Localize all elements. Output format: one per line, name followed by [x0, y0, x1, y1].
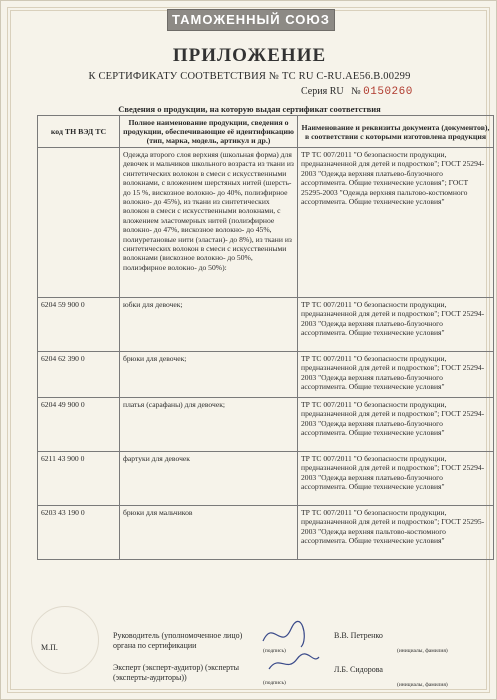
table-row [38, 452, 494, 506]
series-line [301, 86, 413, 98]
head-sign-caption: (подпись) [263, 648, 286, 654]
expert-sign-caption: (подпись) [263, 680, 286, 686]
info-line: Сведения о продукции, на которую выдан сертификат соответствия [118, 104, 381, 114]
row-code: 6211 43 900 0 [38, 452, 120, 506]
head-name: В.В. Петренко [334, 631, 383, 640]
table-row [38, 506, 494, 560]
certificate-subtitle [1, 71, 497, 82]
handwritten-signatures [251, 599, 331, 679]
customs-union-banner: ТАМОЖЕННЫЙ СОЮЗ [167, 9, 335, 31]
mp-label: М.П. [41, 643, 58, 652]
table-row [38, 352, 494, 398]
expert-label: Эксперт (эксперт-аудитор) (эксперты (эксперты-аудиторы)) [113, 663, 239, 682]
row-code [38, 148, 120, 298]
table-row [38, 398, 494, 452]
row-code: 6204 59 900 0 [38, 298, 120, 352]
table-header-row [38, 116, 494, 148]
row-product: брюки для девочек; [120, 352, 298, 398]
series-label: Серия [301, 86, 328, 97]
row-document: ТР ТС 007/2011 "О безопасности продукции, предназначенной для детей и подростков"; ГОСТ 25294-2003 "Одежда верхняя платьево-блузочного ассортимента. Общие технические условия" [298, 398, 494, 452]
header-document: Наименование и реквизиты документа (документов), в соответствии с которыми изготовлена продукция [298, 116, 494, 148]
row-document: ТР ТС 007/2011 "О безопасности продукции, предназначенной для детей и подростков"; ГОСТ 25294-2003 "Одежда верхняя платьево-блузочного ассортимента. Общие технические условия" [298, 298, 494, 352]
series-no-label: № [351, 86, 361, 97]
row-product: платья (сарафаны) для девочек; [120, 398, 298, 452]
certificate-number: RU C-RU.AE56.B.00299 [298, 71, 411, 82]
series-value: RU [329, 86, 344, 97]
page-title: ПРИЛОЖЕНИЕ [172, 45, 327, 66]
subtitle-prefix: К СЕРТИФИКАТУ СООТВЕТСТВИЯ [88, 71, 267, 82]
row-document: ТР ТС 007/2011 "О безопасности продукции, предназначенной для детей и подростков"; ГОСТ 25294-2003 "Одежда верхняя платьево-блузочного ассортимента. Общие технические условия" [298, 452, 494, 506]
series-number: 0150260 [363, 86, 413, 98]
expert-name-caption: (инициалы, фамилия) [397, 682, 448, 688]
row-product: брюки для мальчиков [120, 506, 298, 560]
row-code: 6203 43 190 0 [38, 506, 120, 560]
row-document: ТР ТС 007/2011 "О безопасности продукции, предназначенной для детей и подростков"; ГОСТ 25295-2003 "Одежда верхняя пальтово-костюмного ассортимента. Общие технические условия" [298, 506, 494, 560]
expert-name: Л.Б. Сидорова [334, 665, 383, 674]
row-product: фартуки для девочек [120, 452, 298, 506]
row-product: юбки для девочек; [120, 298, 298, 352]
row-product: Одежда второго слоя верхняя (школьная форма) для девочек и мальчиков школьного возраста из ткани из синтетических волокон в смеси с искусственными волокнами, с вложением шерстяных нитей (шерсть- до 15 %, вискозное волокно- до 40%, полиэфирное волокно- до 45%), из ткани из синтетических волокон в смеси с искусственными волокнами, с вложением эластомерных нитей (полиэфирное волокно- до 47%, вискозное волокно- до 45%, полиуретановые нити (эластан)- до 8%), из ткани из синтетических волокон в смеси с искусственными волокнами (вискозное волокно- до 50%, полиэфирное волокно- до 50%): [120, 148, 298, 298]
header-product: Полное наименование продукции, сведения о продукции, обеспечивающие её идентификацию (тип, марка, модель, артикул и др.) [120, 116, 298, 148]
row-document: ТР ТС 007/2011 "О безопасности продукции, предназначенной для детей и подростков"; ГОСТ 25294-2003 "Одежда верхняя платьево-блузочного ассортимента. Общие технические условия"; ГОСТ 25295-2003 "Одежда верхняя пальтово-костюмного ассортимента. Общие технические условия" [298, 148, 494, 298]
cert-no-label: № ТС [268, 71, 296, 82]
table-row [38, 148, 494, 298]
header-code: код ТН ВЭД ТС [38, 116, 120, 148]
head-name-caption: (инициалы, фамилия) [397, 648, 448, 654]
row-code: 6204 62 390 0 [38, 352, 120, 398]
table-row [38, 298, 494, 352]
row-code: 6204 49 900 0 [38, 398, 120, 452]
seal-stamp [31, 606, 99, 674]
head-label: Руководитель (уполномоченное лицо) органа по сертификации [113, 631, 243, 650]
row-document: ТР ТС 007/2011 "О безопасности продукции, предназначенной для детей и подростков"; ГОСТ 25294-2003 "Одежда верхняя платьево-блузочного ассортимента. Общие технические условия" [298, 352, 494, 398]
product-table [37, 115, 494, 560]
